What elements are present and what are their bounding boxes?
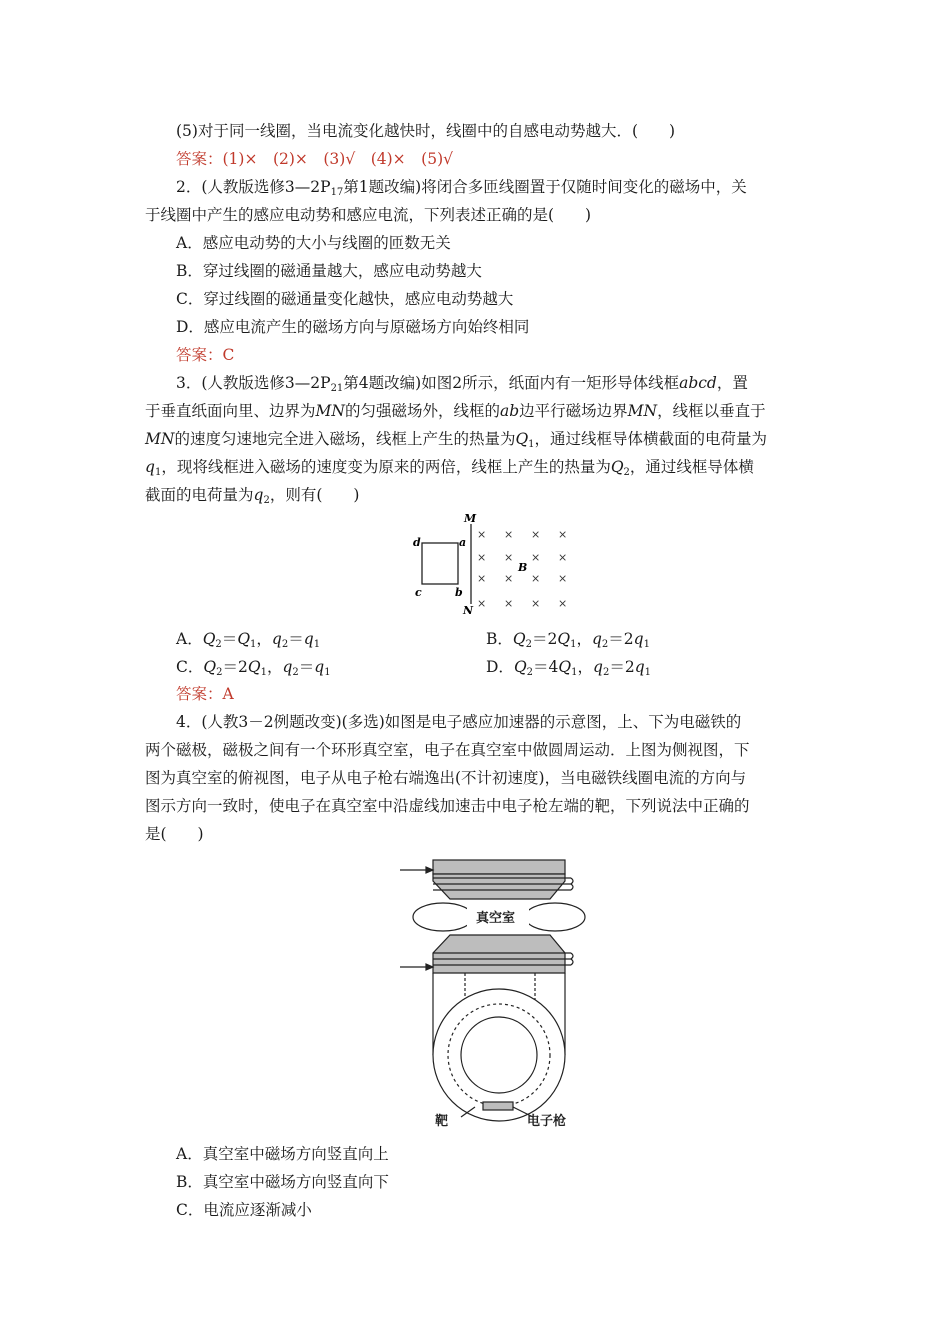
svg-text:×: × (558, 528, 568, 541)
q2-answer: 答案：C (176, 346, 235, 364)
q3-stem-line-1: 3．(人教版选修$3—2P_{21}$第4题改编)如图2所示，纸面内有一矩形导体线框abcd，置 (176, 374, 748, 394)
q3-stem-line-5: 截面的电荷量为$q_2$，则有( ) (145, 486, 360, 506)
svg-text:b: b (455, 586, 463, 599)
svg-text:×: × (531, 597, 541, 610)
svg-text:d: d (413, 536, 421, 549)
svg-text:×: × (504, 572, 514, 585)
q4-stem-line-4: 图示方向一致时，使电子在真空室中沿虚线加速击中电子枪左端的靶，下列说法中正确的 (145, 797, 750, 815)
q3-stem-line-4: $q_1$，现将线框进入磁场的速度变为原来的两倍，线框上产生的热量为$Q_2$，通过线框导体横 (145, 458, 754, 478)
q3-option-a: A．$Q_2=Q_1$，$q_2=q_1$ (176, 630, 321, 650)
q4-figure-betatron (395, 855, 605, 1133)
svg-text:×: × (558, 572, 568, 585)
q1-item-5: (5)对于同一线圈，当电流变化越快时，线圈中的自感电动势越大．( ) (176, 122, 676, 140)
svg-text:×: × (477, 597, 487, 610)
q3-figure-frame-in-field (405, 510, 585, 620)
svg-text:M: M (464, 512, 477, 525)
q1-answer: 答案：(1)× (2)× (3)√ (4)× (5)√ (176, 150, 453, 168)
q3-stem-line-2: 于垂直纸面向里、边界为MN的匀强磁场外，线框的ab边平行磁场边界MN，线框以垂直于 (145, 402, 766, 420)
q2-stem-line-2: 于线圈中产生的感应电动势和感应电流，下列表述正确的是( ) (145, 206, 592, 224)
svg-text:靶: 靶 (435, 1114, 449, 1129)
q3-stem-line-3: MN的速度匀速地完全进入磁场，线框上产生的热量为$Q_1$，通过线框导体横截面的电荷量为 (145, 430, 768, 450)
svg-text:×: × (477, 551, 487, 564)
q3-option-d: D．$Q_2=4Q_1$，$q_2=2q_1$ (486, 658, 652, 678)
svg-text:×: × (531, 551, 541, 564)
svg-text:×: × (558, 597, 568, 610)
q4-option-c: C．电流应逐渐减小 (176, 1201, 312, 1219)
svg-text:N: N (463, 604, 474, 617)
q2-option-a: A．感应电动势的大小与线圈的匝数无关 (176, 234, 451, 252)
q2-option-b: B．穿过线圈的磁通量越大，感应电动势越大 (176, 262, 482, 280)
svg-text:×: × (531, 528, 541, 541)
q2-stem-line-1: 2．(人教版选修$3—2P_{17}$第1题改编)将闭合多匝线圈置于仅随时间变化的磁场中，关 (176, 178, 747, 198)
svg-text:×: × (558, 551, 568, 564)
svg-text:×: × (477, 572, 487, 585)
q2-option-c: C．穿过线圈的磁通量变化越快，感应电动势越大 (176, 290, 514, 308)
svg-text:B: B (518, 561, 528, 574)
q4-stem-line-2: 两个磁极，磁极之间有一个环形真空室，电子在真空室中做圆周运动．上图为侧视图，下 (145, 741, 750, 759)
q4-option-b: B．真空室中磁场方向竖直向下 (176, 1173, 389, 1191)
q4-stem-line-5: 是( ) (145, 825, 204, 843)
q2-option-d: D．感应电流产生的磁场方向与原磁场方向始终相同 (176, 318, 530, 336)
q4-option-a: A．真空室中磁场方向竖直向上 (176, 1145, 389, 1163)
q3-option-b: B．$Q_2=2Q_1$，$q_2=2q_1$ (486, 630, 650, 650)
q3-option-c: C．$Q_2=2Q_1$，$q_2=q_1$ (176, 658, 331, 678)
svg-text:c: c (415, 586, 422, 599)
q3-answer: 答案：A (176, 685, 234, 703)
q4-stem-line-3: 图为真空室的俯视图，电子从电子枪右端逸出(不计初速度)，当电磁铁线圈电流的方向与 (145, 769, 747, 787)
q4-stem-line-1: 4．(人教3－2例题改变)(多选)如图是电子感应加速器的示意图，上、下为电磁铁的 (176, 713, 742, 731)
svg-text:×: × (504, 551, 514, 564)
svg-text:a: a (459, 536, 467, 549)
svg-text:×: × (531, 572, 541, 585)
svg-text:×: × (477, 528, 487, 541)
svg-text:真空室: 真空室 (476, 911, 516, 926)
svg-text:×: × (504, 528, 514, 541)
svg-text:×: × (504, 597, 514, 610)
svg-text:电子枪: 电子枪 (527, 1114, 567, 1129)
